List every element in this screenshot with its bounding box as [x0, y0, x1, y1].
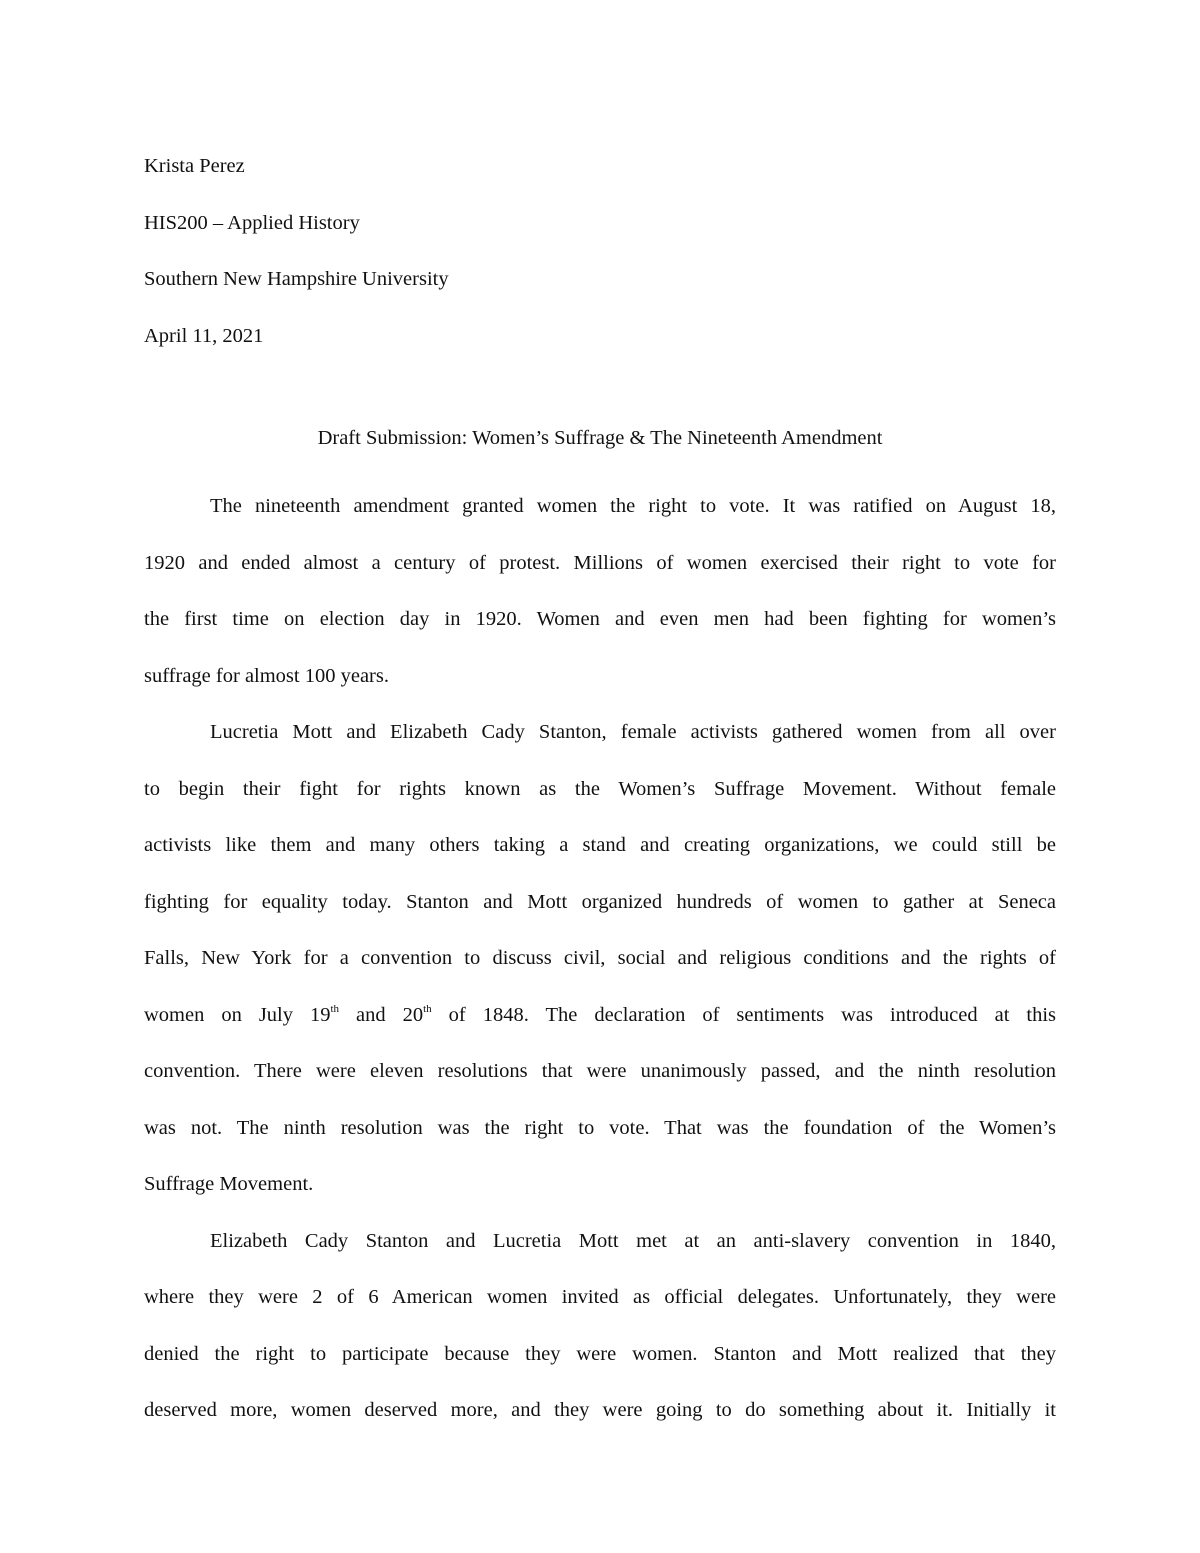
paragraph-3-line-3: denied the right to participate because they were women. Stanton and Mott realized that they [144, 1342, 1056, 1365]
line-6-text-b: and 20 [339, 1003, 424, 1026]
paragraph-2-line-4: fighting for equality today. Stanton and Mott organized hundreds of women to gather at Seneca [144, 890, 1056, 913]
paragraph-2-line-6 [144, 987, 1056, 1044]
submission-date: April 11, 2021 [144, 324, 264, 347]
paragraph-2-line-9: Suffrage Movement. [144, 1173, 314, 1195]
paragraph-3-line-1: Elizabeth Cady Stanton and Lucretia Mott met at an anti-slavery convention in 1840, [210, 1229, 1056, 1252]
line-6-text-a: women on July 19 [144, 1003, 331, 1026]
course-name: HIS200 – Applied History [144, 211, 360, 234]
author-name: Krista Perez [144, 155, 245, 177]
institution-name: Southern New Hampshire University [144, 268, 449, 290]
line-6-text-c: of 1848. The declaration of sentiments was introduced at this [431, 1003, 1057, 1026]
paragraph-2-line-3: activists like them and many others taking a stand and creating organizations, we could still be [144, 834, 1056, 856]
header-block [144, 138, 1056, 364]
ordinal-suffix-20: th [423, 1002, 432, 1015]
paragraph-1-line-3: the first time on election day in 1920. Women and even men had been fighting for women’s [144, 608, 1056, 630]
paragraph-3-line-4: deserved more, women deserved more, and they were going to do something about it. Initially it [144, 1399, 1056, 1421]
document-title: Draft Submission: Women’s Suffrage & The Nineteenth Amendment [317, 427, 883, 449]
document-body [144, 478, 1056, 1439]
paragraph-2-line-8: was not. The ninth resolution was the right to vote. That was the foundation of the Women’s [144, 1116, 1056, 1139]
paragraph-1-line-2: 1920 and ended almost a century of protest. Millions of women exercised their right to vote for [144, 551, 1056, 574]
paragraph-1-line-1: The nineteenth amendment granted women the right to vote. It was ratified on August 18, [210, 495, 1056, 517]
paragraph-2-line-5: Falls, New York for a convention to discuss civil, social and religious conditions and the rights of [144, 947, 1056, 969]
paragraph-1-line-4: suffrage for almost 100 years. [144, 664, 389, 687]
paragraph-2-line-7: convention. There were eleven resolutions that were unanimously passed, and the ninth resolution [144, 1060, 1056, 1082]
paragraph-3-line-2: where they were 2 of 6 American women invited as official delegates. Unfortunately, they were [144, 1286, 1056, 1308]
ordinal-suffix-19: th [330, 1002, 340, 1015]
paragraph-2-line-2: to begin their fight for rights known as the Women’s Suffrage Movement. Without female [144, 777, 1056, 800]
paragraph-2-line-1: Lucretia Mott and Elizabeth Cady Stanton, female activists gathered women from all over [210, 721, 1056, 743]
